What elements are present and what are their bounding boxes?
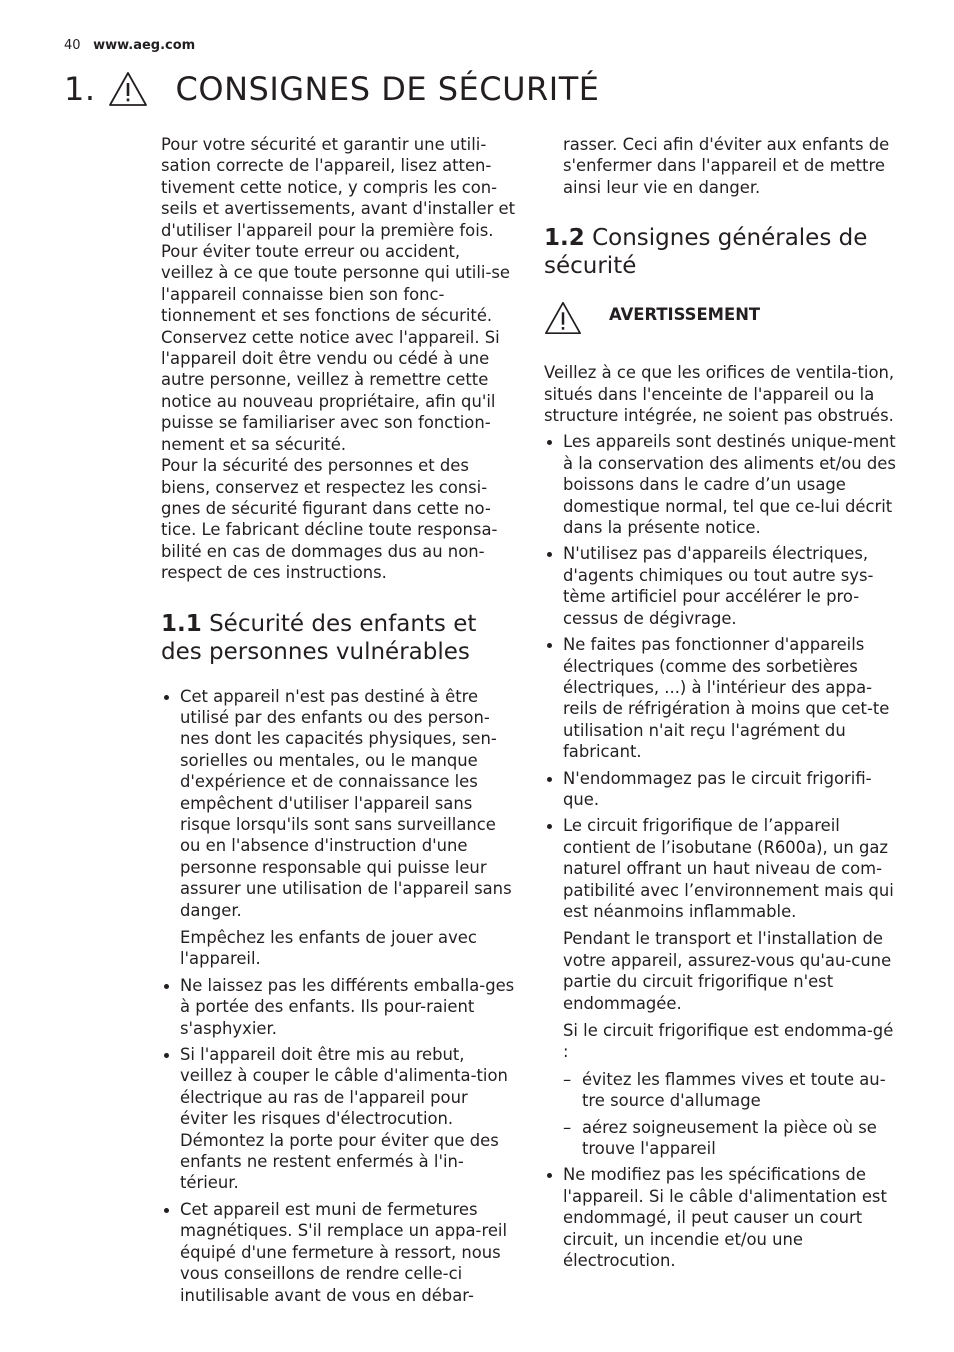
list-item-text: Ne laissez pas les différents emballa-ges à portée des enfants. Ils pour-raient s'asphyxier. (180, 975, 515, 1038)
list-item-extra: Si le circuit frigorifique est endomma-gé : (563, 1021, 894, 1062)
section-title: Consignes générales de sécurité (544, 225, 868, 280)
website-link[interactable]: www.aeg.com (93, 38, 196, 53)
list-item-text: Si l'appareil doit être mis au rebut, veillez à couper le câble d'alimenta-tion électrique au ras de l'appareil pour éviter les risques d'électrocution. Démontez la porte pour éviter que des enfants ne restent enfermés à l'in-térieur. (180, 1045, 508, 1193)
left-column (161, 134, 516, 1311)
section-number: 1.2 (544, 225, 585, 252)
continuation-text: rasser. Ceci afin d'éviter aux enfants de s'enfermer dans l'appareil et de mettre ainsi leur vie en danger. (563, 135, 890, 197)
list-item (544, 768, 904, 811)
list-item-text: Cet appareil est muni de fermetures magnétiques. S'il remplace un appa-reil équipé d'une fermeture à ressort, nous vous conseillons de rendre celle-ci inutilisable avant de vous en débar- (180, 1199, 508, 1305)
section-number: 1.1 (161, 610, 202, 637)
warning-triangle-icon (544, 300, 582, 336)
list-item-extra: Pendant le transport et l'installation de votre appareil, assurez-vous qu'au-cune partie du circuit frigorifique n'est endommagée. (563, 929, 892, 1013)
list-item (161, 1199, 516, 1306)
dash-list (563, 1069, 904, 1160)
list-item-extra: Empêchez les enfants de jouer avec l'appareil. (180, 928, 477, 969)
list-item-text: Le circuit frigorifique de l’appareil contient de l’isobutane (R600a), un gaz naturel offrant un haut niveau de com-patibilité avec l’environnement mais qui est néanmoins inflammable. (563, 816, 894, 921)
list-item (161, 686, 516, 970)
dash-item: – aérez soigneusement la pièce où se trouve l'appareil (563, 1117, 904, 1160)
warning-box (544, 300, 904, 336)
list-item-text: N'endommagez pas le circuit frigorifi-que. (563, 768, 872, 809)
page-header (64, 38, 195, 53)
title-text: CONSIGNES DE SÉCURITÉ (175, 70, 600, 108)
list-item-text: Ne faites pas fonctionner d'appareils électriques (comme des sorbetières électriques, ...) à l'intérieur des appa-reils de réfrigération à moins que cet-te utilisation n'ait reçu l'agrément du fabricant. (563, 635, 890, 762)
list-item (161, 975, 516, 1039)
list-item-text: Cet appareil n'est pas destiné à être utilisé par des enfants ou des person-nes dont les capacités physiques, sen-sorielles ou mentales, ou le manque d'expérience et de connaissance les empêchent d'utiliser l'appareil sans risque lorsqu'ils sont sans surveillance ou en l'absence d'instruction d'une personne responsable qui puisse leur assurer une utilisation de l'appareil sans danger. (180, 686, 512, 920)
list-item-text: N'utilisez pas d'appareils électriques, d'agents chimiques ou tout autre sys-tème artificiel pour accélérer le pro-cessus de dégivrage. (563, 544, 874, 628)
warning-triangle-icon (108, 71, 148, 107)
section-heading-1-2 (544, 224, 904, 280)
warning-label: AVERTISSEMENT (609, 305, 761, 325)
intro-paragraph: Pour la sécurité des personnes et des biens, conservez et respectez les consi-gnes de sécurité figurant dans cette no-tice. Le fabricant décline toute responsa-bilité en cas de dommages dus au non-respect de ces instructions. (161, 456, 498, 583)
list-item (544, 1164, 904, 1271)
child-safety-list (161, 686, 516, 1306)
right-column (544, 134, 904, 1276)
list-item-text: Les appareils sont destinés unique-ment à la conservation des aliments et/ou des boissons dans le cadre d’un usage domestique normal, tel que ce-lui décrit dans la présente notice. (563, 432, 896, 538)
list-item (544, 543, 904, 629)
warning-text: Veillez à ce que les orifices de ventila-tion, situés dans l'enceinte de l'appareil ou la structure intégrée, ne soient pas obstrués. (544, 363, 895, 426)
list-item (544, 431, 904, 538)
title-number: 1. (64, 70, 96, 108)
general-safety-list (544, 431, 904, 1271)
page-number: 40 (64, 38, 81, 53)
list-item (161, 1044, 516, 1194)
section-title: Sécurité des enfants et des personnes vulnérables (161, 610, 477, 665)
page-title (64, 66, 599, 112)
intro-paragraph: Pour votre sécurité et garantir une utili-sation correcte de l'appareil, lisez atten-tivement cette notice, y compris les con-seils et avertissements, avant d'installer et d'utiliser l'appareil pour la première fois. Pour éviter toute erreur ou accident, veillez à ce que toute personne qui utili-se l'appareil connaisse bien son fonc-tionnement et ses fonctions de sécurité. Conservez cette notice avec l'appareil. Si l'appareil doit être vendu ou cédé à une autre personne, veillez à remettre cette notice au nouveau propriétaire, afin qu'il puisse se familiariser avec son fonction-nement et sa sécurité. (161, 135, 516, 454)
dash-item: – évitez les flammes vives et toute au-tre source d'allumage (563, 1069, 904, 1112)
list-item (544, 634, 904, 762)
section-heading-1-1 (161, 610, 516, 666)
list-item (544, 815, 904, 1159)
list-item-text: Ne modifiez pas les spécifications de l'appareil. Si le câble d'alimentation est endommagé, il peut causer un court circuit, un incendie et/ou une électrocution. (563, 1165, 887, 1271)
